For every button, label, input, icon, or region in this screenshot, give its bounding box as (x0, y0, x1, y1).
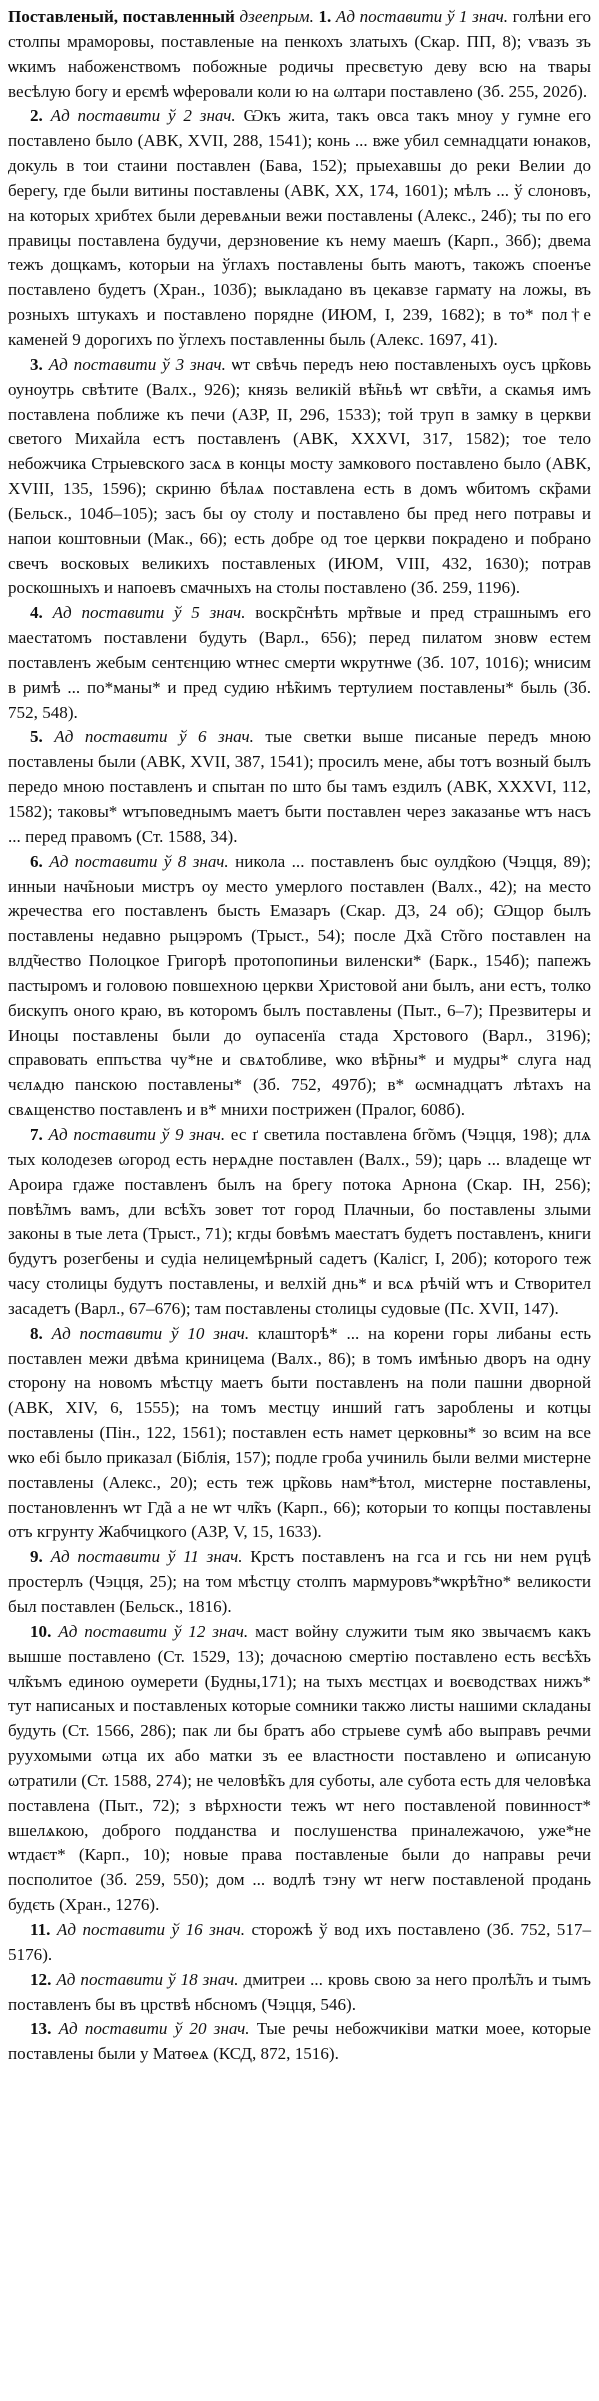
sense-number: 13. (30, 2019, 52, 2039)
sense-label: Ад поставити ў 6 знач. (54, 727, 254, 747)
sense-number: 9. (30, 1547, 43, 1567)
sense-text: Ѡкъ жита, такъ овса такъ мноу у гумне его поставлено было (АВК, XVII, 288, 1541); конь ... вже убил семнадцати юнаков, докуль в тои стаини поставлен (Бава, 152); прыехавшы до реки Велии до берегу, где были витины поставлены (АВК, XX, 174, 1601); мѣлъ ... ў слоновъ, на которых хрибтех были деревѧныи вежи поставлены (Алекс., 24б); ты по его правицы поставлена будучи, дерзновение къ нему маешъ (Карп., 36б); двема тежъ дощкамъ, которыи на ўглахъ поставлены быть маютъ, такожъ споенъе поставлено будетъ (Хран., 103б); выкладано въ цекавзе гармату на ложы, въ розныхъ штукахъ и поставлено порядне (ИЮМ, I, 239, 1682); в то* пол†е каменей 9 дорогихъ по ўглехъ поставленны быль (Алекс. 1697, 41). (8, 106, 591, 349)
sense-text: тые светки выше писаные передъ мною поставлены были (АВК, XVII, 387, 1541); просилъ мене, абы тотъ возный былъ передо мною поставленъ и спытан по што бы тамъ ездилъ (АВК, XXXVI, 112, 1582); таковы* ѡтъповеднымъ маетъ быти поставлен через заказанье ѡтъ насъ ... перед правомъ (Ст. 1588, 34). (8, 727, 591, 846)
headword: Поставленый, поставленный (8, 7, 235, 26)
sense-text: дмитреи ... кровь свою за него пролѣ̃лъ и тымъ поставленъ бы въ црствѣ нбсномъ (Чэцця, 546). (8, 1969, 591, 2014)
sense-9 (8, 1545, 591, 1620)
sense-number: 10. (30, 1621, 52, 1641)
sense-label: Ад поставити ў 5 знач. (52, 603, 246, 623)
sense-13 (8, 2017, 591, 2067)
sense-number: 7. (30, 1124, 43, 1144)
sense-7 (8, 1123, 591, 1322)
sense-number: 4. (30, 603, 43, 623)
sense-12 (8, 1968, 591, 2018)
sense-label: Ад поставити ў 11 знач. (50, 1547, 243, 1567)
sense-11 (8, 1918, 591, 1968)
sense-text: клашторѣ* ... на корени горы либаны есть поставлен межи двѣма криницема (Валх., 86); в томъ имѣнью дворъ на одну сторону на новомъ мѣстцу маетъ быти поставленъ на поли пашни дворной (АВК, XIV, 6, 1555); на томъ местцу инший гатъ зароблены и котцы поставлены (Пін., 122, 1561); поставлен есть намет церковны* зо всим на все ѡко ебі было приказал (Біблія, 157); подле гроба учиниль были велми мистерне поставлены (Алекс., 20); есть теж цр̃ковь нам*ѣтол, мистерне поставлены, постановленнъ ѡт Гд̃а а не ѡт чл̃къ (Карп., 66); которыи то копцы поставлены отъ кгрунту Жабчицкого (АЗР, V, 15, 1633). (8, 1323, 591, 1542)
sense-number: 8. (30, 1323, 43, 1343)
sense-number: 12. (30, 1969, 52, 1989)
sense-8 (8, 1322, 591, 1546)
sense-2 (8, 104, 591, 352)
sense-5 (8, 725, 591, 849)
sense-text: ѡт свѣчь передъ нею поставленыхъ оусъ цр̃ковь оуноутрь свѣтите (Валх., 926); князь великій вѣ̃ньѣ ѡт свѣ̃ти, а скамья имъ поставлена поближе къ печи (АЗР, II, 296, 1533); той труп в замку в церкви светого Михайла естъ поставленъ (АВК, XXXVI, 317, 1582); тое тело небожчика Стрыевского засѧ в концы мосту замкового поставлено было (АВК, XVIII, 135, 1596); скриню бѣлаѧ поставлена есть в домъ ѡбитомъ ск̃рами (Бельск., 104б–105); засъ бы оу столу и поставлено бы пред него потравы и напои коштовныи (Мак., 66); есть добре од тое церкви покрадено и побрано свечъ восковых великихъ поставленых (ИЮМ, VIII, 432, 1630); потрав роскошныхъ и напоевъ смачныхъ на столы поставлено (Зб. 259, 1196). (8, 354, 591, 598)
headword-gloss: дзеепрым. (239, 7, 314, 26)
sense-number: 3. (30, 354, 43, 374)
sense-number: 11. (30, 1919, 51, 1939)
sense-number: 6. (30, 851, 43, 871)
sense-text: голѣни его столпы мраморовы, поставленые на пенкохъ златыхъ (Скар. ПП, 8); ѵвазъ зъ ѡкимъ набоженствомъ побожные родичы пресвєтую деву всю на твары весѣлую богу и ерємѣ ѡферовали коли ю на ωлтари поставлено (Зб. 255, 202б). (8, 7, 592, 101)
sense-4 (8, 601, 591, 725)
sense-label: Ад поставити ў 10 знач. (51, 1323, 250, 1343)
sense-label: Ад поставити ў 9 знач. (48, 1124, 226, 1144)
sense-label: Ад поставити ў 20 знач. (58, 2019, 250, 2039)
sense-label: Ад поставити ў 3 знач. (48, 354, 226, 374)
sense-text: воскр̃снѣть мр̃твые и пред страшнымъ его маестатомъ поставлени будуть (Варл., 656); перед пилатом зновѡ естем поставленъ жебым сентєнцию ѡтнес смерти ѡкрутнѡе (Зб. 107, 1016); ѡнисим в римѣ ... по*маны* и пред судию нѣ̃кимъ тертулием поставлены* быль (Зб. 752, 548). (8, 603, 592, 722)
sense-3 (8, 353, 591, 601)
sense-label: Ад поставити ў 18 знач. (56, 1969, 239, 1989)
sense-6 (8, 850, 591, 1123)
sense-10 (8, 1620, 591, 1918)
sense-label: Ад поставити ў 16 знач. (56, 1919, 246, 1939)
sense-label: Ад поставити ў 8 знач. (49, 851, 229, 871)
entry-intro (8, 5, 591, 104)
sense-number: 1. (318, 7, 332, 26)
sense-text: Тые речы небожчиківи матки моее, которые поставлены были у Матѳеѧ (КСД, 872, 1516). (8, 2019, 591, 2064)
sense-text: сторожѣ ў вод ихъ поставлено (Зб. 752, 517–5176). (8, 1919, 591, 1964)
sense-number: 5. (30, 727, 43, 747)
sense-text: ес ґ светила поставлена бг̃омъ (Чэцця, 198); длѧ тых колодезев ωгород есть нерѧдне поставлен (Валх., 59); царь ... владеще ѡт Ароира гдаже поставленъ былъ на брегу потока Арнона (Скар. IН, 256); повѣ̃лмъ вамъ, дли всѣ̃хъ зовет тот город Плачныи, бо поставлены злыми законы в тые лета (Трыст., 71); кгды бовѣмъ маестатъ будетъ поставленъ, книги будутъ розегбены и судіа нелицемѣрный садетъ (Калісг, I, 20б); которого теж часу столицы будутъ поставлены, и велхій днь* и всѧ рѣчій ѡтъ и Створител засадетъ (Варл., 67–676); там поставлены столицы судовые (Пс. XVII, 147). (8, 1124, 591, 1318)
sense-number: 2. (30, 106, 43, 126)
sense-label: Ад поставити ў 1 знач. (335, 7, 509, 26)
sense-text: Крстъ поставленъ на гса и гсь ни нем рүцѣ простерлъ (Чэцця, 25); на том мѣстцу столпъ мармуровъ*ѡкрѣ̃тно* великости был поставлен (Бельск., 1816). (8, 1547, 591, 1616)
sense-label: Ад поставити ў 2 знач. (50, 106, 236, 126)
sense-text: маст войну служити тым яко звычаємъ какъ вышше поставлено (Ст. 1529, 13); дочасною смертію поставлено есть вєсѣ̃хъ чл̃къмъ единою оумерети (Будны,171); на тыхъ мєстцах и воєводствах нижъ* тут написаных и поставленых которые сомники такжо листы нашими складаны будуть (Ст. 1566, 286); пак ли бы братъ або стрыеве сумѣ або выправъ речми руухомыми ωтца их або матки зъ ее властности поставлено и ωписаную ωтратили (Ст. 1588, 274); не человѣ̃къ для суботы, але субота есть для человѣка поставлена (Пыт., 72); з вѣрхности тежъ ѡт него поставленой повинност* вшелѧкою, доброго подданства и послушенства приналежачою, уже*не ѡтдаєт* (Карп., 10); новые права поставленые были до направы речи посполитое (Зб. 259, 550); дом ... водлѣ тэну ѡт негѡ поставленой продань будєть (Хран., 1276). (8, 1621, 592, 1915)
sense-label: Ад поставити ў 12 знач. (58, 1621, 249, 1641)
sense-text: никола ... поставленъ быс оулд̃кою (Чэцця, 89); инныи нач̃ьноыи мистръ оу место умерлого поставлен (Валх., 42); на место жречества его поставленъ бысть Емазаръ (Скар. Д3, 24 об); Ѡщор былъ поставлены недавно рыцэромъ (Трыст., 54); после Дх̃а Ст̃ого поставлен на влд̃чество Полоцкое Григорѣ протопопиньи виленски* (Барк., 154б); папежъ пастыромъ и головою повшехною церкви Христовой ани былъ, ани естъ, толко бискупъ оного краю, въ которомъ былъ поставлены (Пыт., 6–7); Презвитеры и Иноцы поставлены были до оупасенїа стада Хрстового (Варл., 3196); справовать еппъства чу*не и свѧтобливе, ѡко вѣ̃рны* и мудры* слуга над чєлѧдю панскою поставлены* (Зб. 752, 497б); в* ωсмнадцатъ лѣтахъ на свѧщенство поставленъ и в* мнихи пострижен (Пралог, 608б). (8, 851, 591, 1120)
